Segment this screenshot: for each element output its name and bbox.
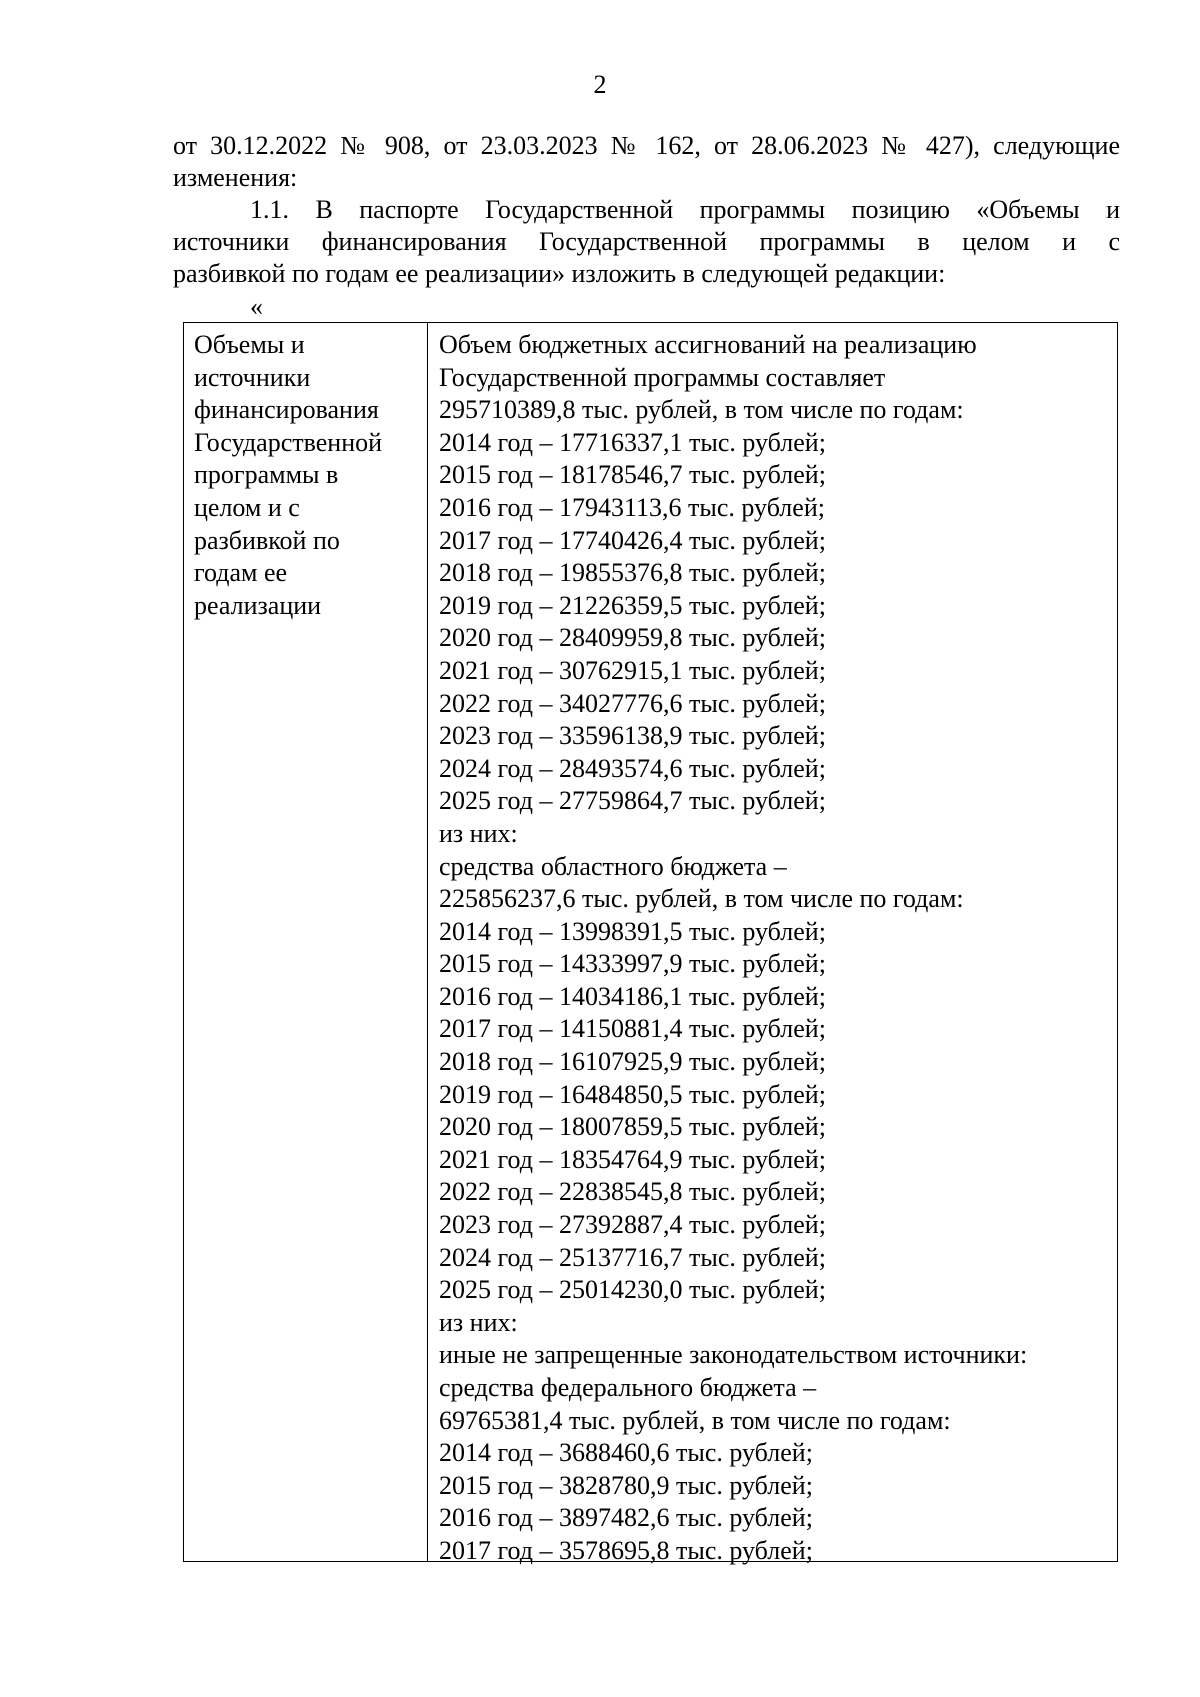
financing-line: 69765381,4 тыс. рублей, в том числе по годам: xyxy=(439,1405,951,1435)
passport-financing-table xyxy=(183,322,1118,1565)
position-name-line: финансирования xyxy=(194,395,379,425)
financing-line: 2021 год – 30762915,1 тыс. рублей; xyxy=(439,655,826,685)
financing-line: 225856237,6 тыс. рублей, в том числе по годам: xyxy=(439,884,964,914)
financing-line: 2016 год – 3897482,6 тыс. рублей; xyxy=(439,1503,813,1533)
item-1-1-line-2: источники финансирования Государственной программы в целом и с xyxy=(173,227,1120,256)
financing-line: 2020 год – 28409959,8 тыс. рублей; xyxy=(439,623,826,653)
page-number: 2 xyxy=(593,70,607,99)
financing-line: 2014 год – 3688460,6 тыс. рублей; xyxy=(439,1438,813,1468)
financing-line: 2015 год – 14333997,9 тыс. рублей; xyxy=(439,949,826,979)
financing-line: 2025 год – 25014230,0 тыс. рублей; xyxy=(439,1275,826,1305)
position-name-line: Объемы и xyxy=(194,330,305,359)
position-name-line: программы в xyxy=(194,460,339,490)
position-name-cell xyxy=(194,329,422,622)
financing-line: 2025 год – 27759864,7 тыс. рублей; xyxy=(439,786,826,816)
position-name-line: источники xyxy=(194,362,311,392)
financing-line: 2017 год – 3578695,8 тыс. рублей; xyxy=(439,1535,813,1565)
intro-line-2: изменения: xyxy=(173,163,298,192)
financing-line: средства областного бюджета – xyxy=(439,851,787,881)
financing-line: 2018 год – 19855376,8 тыс. рублей; xyxy=(439,558,826,588)
item-1-1-line-1: 1.1. В паспорте Государственной программы позицию «Объемы и xyxy=(250,195,1120,224)
financing-line: 2017 год – 14150881,4 тыс. рублей; xyxy=(439,1014,826,1044)
intro-line-1: от 30.12.2022 № 908, от 23.03.2023 № 162, от 28.06.2023 № 427), следующие xyxy=(173,131,1120,160)
position-name-line: годам ее xyxy=(194,558,288,588)
financing-line: 2014 год – 17716337,1 тыс. рублей; xyxy=(439,427,826,457)
column-divider xyxy=(427,323,428,1561)
position-name-line: Государственной xyxy=(194,427,383,457)
financing-line: 2016 год – 17943113,6 тыс. рублей; xyxy=(439,492,825,522)
financing-line: 2015 год – 18178546,7 тыс. рублей; xyxy=(439,460,826,490)
financing-line: из них: xyxy=(439,1307,518,1337)
financing-line: 2024 год – 25137716,7 тыс. рублей; xyxy=(439,1242,826,1272)
financing-details-cell xyxy=(439,329,1114,1568)
position-name-line: разбивкой по xyxy=(194,525,340,555)
financing-line: 2021 год – 18354764,9 тыс. рублей; xyxy=(439,1144,826,1174)
financing-line: 2018 год – 16107925,9 тыс. рублей; xyxy=(439,1047,826,1077)
financing-line: 2023 год – 33596138,9 тыс. рублей; xyxy=(439,721,826,751)
financing-line: 2024 год – 28493574,6 тыс. рублей; xyxy=(439,753,826,783)
financing-line: Объем бюджетных ассигнований на реализацию xyxy=(439,330,977,359)
financing-line: 2017 год – 17740426,4 тыс. рублей; xyxy=(439,525,826,555)
financing-line: 2016 год – 14034186,1 тыс. рублей; xyxy=(439,981,826,1011)
financing-line: 2023 год – 27392887,4 тыс. рублей; xyxy=(439,1210,826,1240)
position-name-line: реализации xyxy=(194,590,322,620)
opening-quote-mark: « xyxy=(250,292,263,321)
financing-line: 295710389,8 тыс. рублей, в том числе по годам: xyxy=(439,395,964,425)
financing-line: 2020 год – 18007859,5 тыс. рублей; xyxy=(439,1112,826,1142)
position-name-line: целом и с xyxy=(194,492,300,522)
financing-line: Государственной программы составляет xyxy=(439,362,886,392)
financing-line: иные не запрещенные законодательством источники: xyxy=(439,1340,1028,1370)
financing-line: из них: xyxy=(439,818,518,848)
financing-line: 2019 год – 16484850,5 тыс. рублей; xyxy=(439,1079,826,1109)
financing-line: 2015 год – 3828780,9 тыс. рублей; xyxy=(439,1470,813,1500)
financing-line: 2014 год – 13998391,5 тыс. рублей; xyxy=(439,916,826,946)
financing-line: средства федерального бюджета – xyxy=(439,1373,817,1402)
item-1-1-line-3: разбивкой по годам ее реализации» изложить в следующей редакции: xyxy=(173,259,946,288)
financing-line: 2022 год – 22838545,8 тыс. рублей; xyxy=(439,1177,826,1207)
financing-line: 2019 год – 21226359,5 тыс. рублей; xyxy=(439,590,826,620)
financing-line: 2022 год – 34027776,6 тыс. рублей; xyxy=(439,688,826,718)
